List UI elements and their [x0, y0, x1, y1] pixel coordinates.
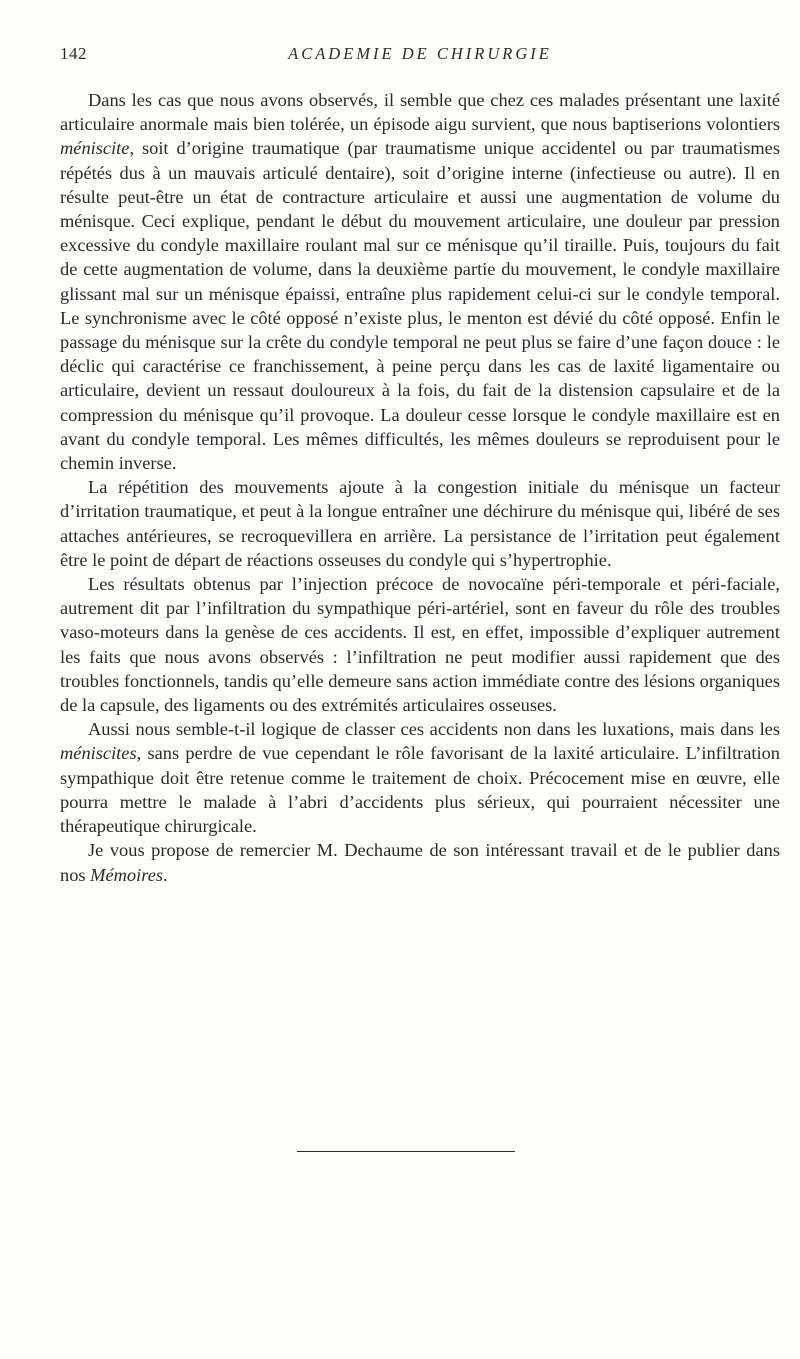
paragraph-5-text-b: . — [163, 864, 168, 885]
paragraph-4-text-a: Aussi nous semble-t-il logique de classer ces accidents non dans les luxations, mais dans les — [88, 719, 780, 740]
paragraph-3: Les résultats obtenus par l’injection précoce de novocaïne péri-temporale et péri-faciale, autrement dit par l’infiltration du sympathique péri-artériel, sont en faveur du rôle des troubles vaso-moteurs dans la genèse de ces accidents. Il est, en effet, impossible d’expliquer autrement les faits que nous avons observés : l’infiltration ne peut modifier aussi rapidement que des troubles fonctionnels, tandis qu’elle demeure sans action immédiate contre des lésions organiques de la capsule, des ligaments ou des extrémités articulaires osseuses. — [60, 574, 780, 716]
journal-title: ACADEMIE DE CHIRURGIE — [288, 44, 552, 63]
section-end-rule — [297, 1151, 515, 1152]
paragraph-4-term: méniscites — [60, 743, 137, 764]
paragraph-1-text-b: , soit d’origine traumatique (par traumatisme unique accidentel ou par traumatismes répétés dus à un mauvais articulé dentaire), soit d’origine interne (infectieuse ou autre). Il en résulte peut-être un état de contracture articulaire et aussi une augmentation de volume du ménisque. Ceci explique, pendant le début du mouvement articulaire, une douleur par pression excessive du condyle maxillaire roulant mal sur ce ménisque qu’il tiraille. Puis, toujours du fait de cette augmentation de volume, dans la deuxième partie du mouvement, le condyle maxillaire glissant mal sur un ménisque épaissi, entraîne plus rapidement celui-ci sur le condyle temporal. Le synchronisme avec le côté opposé n’existe plus, le menton est dévié du côté opposé. Enfin le passage du ménisque sur la crête du condyle temporal ne peut plus se faire d’une façon douce : le déclic qui caractérise ce franchissement, à peine perçu dans les cas de laxité ligamentaire ou articulaire, devient un ressaut douloureux à la fois, du fait de la distension capsulaire et de la compression du ménisque qu’il provoque. La douleur cesse lorsque le condyle maxillaire est en avant du condyle temporal. Les mêmes difficultés, les mêmes douleurs se reproduisent pour le chemin inverse. — [60, 138, 780, 474]
page-number: 142 — [60, 44, 87, 63]
paragraph-5-text-a: Je vous propose de remercier M. Dechaume de son intéressant travail et de le publier dans nos — [60, 840, 780, 885]
paragraph-1 — [60, 88, 780, 475]
running-head — [60, 44, 780, 68]
article-body — [60, 88, 780, 887]
paragraph-1-text-a: Dans les cas que nous avons observés, il semble que chez ces malades présentant une laxité articulaire anormale mais bien tolérée, un épisode aigu survient, que nous baptiserions volontiers — [60, 90, 780, 135]
paragraph-4-text-b: , sans perdre de vue cependant le rôle favorisant de la laxité articulaire. L’infiltration sympathique doit être retenue comme le traitement de choix. Précocement mise en œuvre, elle pourra mettre le malade à l’abri d’accidents plus sérieux, qui pourraient nécessiter une thérapeutique chirurgicale. — [60, 743, 780, 837]
paragraph-5-term: Mémoires — [90, 864, 164, 885]
paragraph-4 — [60, 717, 780, 838]
paragraph-5 — [60, 838, 780, 886]
paragraph-1-term: méniscite — [60, 138, 130, 159]
paragraph-2: La répétition des mouvements ajoute à la congestion initiale du ménisque un facteur d’irritation traumatique, et peut à la longue entraîner une déchirure du ménisque qui, libéré de ses attaches antérieures, se recroquevillera en arrière. La persistance de l’irritation peut également être le point de départ de réactions osseuses du condyle qui s’hypertrophie. — [60, 477, 780, 570]
